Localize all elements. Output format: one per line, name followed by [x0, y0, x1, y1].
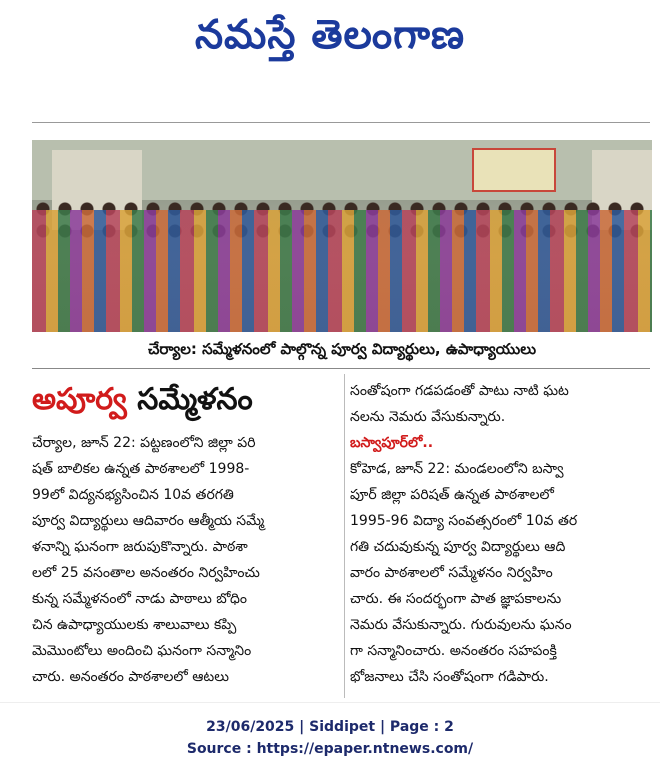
text-line: గతి చదువుకున్న పూర్వ విద్యార్థులు ఆది	[350, 539, 566, 555]
headline-red: అపూర్వ	[32, 382, 127, 417]
text-line: కోహెడ, జూన్ 22: మండలంలోని బస్వా	[350, 461, 564, 477]
footer	[0, 716, 660, 760]
masthead	[0, 0, 660, 80]
text-line: చారు. అనంతరం పాఠశాలలో ఆటలు	[32, 669, 229, 685]
text-line: నలను నెమరు వేసుకున్నారు.	[350, 409, 506, 425]
text-line: ళనాన్ని ఘనంగా జరుపుకొన్నారు. పాఠశా	[32, 539, 248, 555]
caption-divider	[32, 368, 650, 369]
text-line: చేర్యాల, జూన్ 22: పట్టణంలోని జిల్లా పరి	[32, 435, 256, 451]
text-line: వారం పాఠశాలలో సమ్మేళనం నిర్వహిం	[350, 565, 553, 581]
headline-black: సమ్మేళనం	[126, 382, 253, 417]
article-right-column	[350, 378, 650, 698]
text-line: 99లో విద్యనభ్యసించిన 10వ తరగతి	[32, 487, 234, 503]
article-left-column	[32, 430, 342, 698]
text-line: పూర్ జిల్లా పరిషత్ ఉన్నత పాఠశాలలో	[350, 487, 554, 503]
text-line: భోజనాలు చేసి సంతోషంగా గడిపారు.	[350, 669, 549, 685]
text-line: చారు. ఈ సందర్భంగా పాత జ్ఞాపకాలను	[350, 591, 562, 607]
text-line: కున్న సమ్మేళనంలో నాడు పాఠాలు బోధిం	[32, 591, 248, 607]
newspaper-title: నమస్తే తెలంగాణ	[194, 12, 466, 58]
text-line: పూర్వ విద్యార్థులు ఆదివారం ఆత్మీయ సమ్మే	[32, 513, 265, 529]
text-line: లలో 25 వసంతాల అనంతరం నిర్వహించు	[32, 565, 260, 581]
text-line: సంతోషంగా గడపడంతో పాటు నాటి ఘట	[350, 383, 569, 399]
article-photo	[32, 140, 652, 332]
text-line: నెమరు వేసుకున్నారు. గురువులను ఘనం	[350, 617, 572, 633]
text-line: చిన ఉపాధ్యాయులకు శాలువాలు కప్పి	[32, 617, 237, 633]
text-line: 1995-96 విద్యా సంవత్సరంలో 10వ తర	[350, 513, 578, 529]
footer-divider	[0, 702, 660, 703]
sub-headline: బస్వాపూర్‌లో..	[350, 435, 434, 451]
text-line: షత్ బాలికల ఉన్నత పాఠశాలలో 1998-	[32, 461, 250, 477]
footer-date-line: 23/06/2025 | Siddipet | Page : 2	[206, 719, 454, 735]
photo-caption: చేర్యాల: సమ్మేళనంలో పాల్గొన్న పూర్వ విద్యార్థులు, ఉపాధ్యాయులు	[147, 340, 537, 358]
text-line: గా సన్మానించారు. అనంతరం సహపంక్తి	[350, 643, 557, 659]
text-line: మెమొంటోలు అందించి ఘనంగా సన్మానిం	[32, 643, 252, 659]
article-headline	[32, 374, 342, 426]
top-divider	[32, 122, 650, 123]
column-divider	[344, 374, 345, 698]
footer-source-line: Source : https://epaper.ntnews.com/	[186, 741, 474, 757]
